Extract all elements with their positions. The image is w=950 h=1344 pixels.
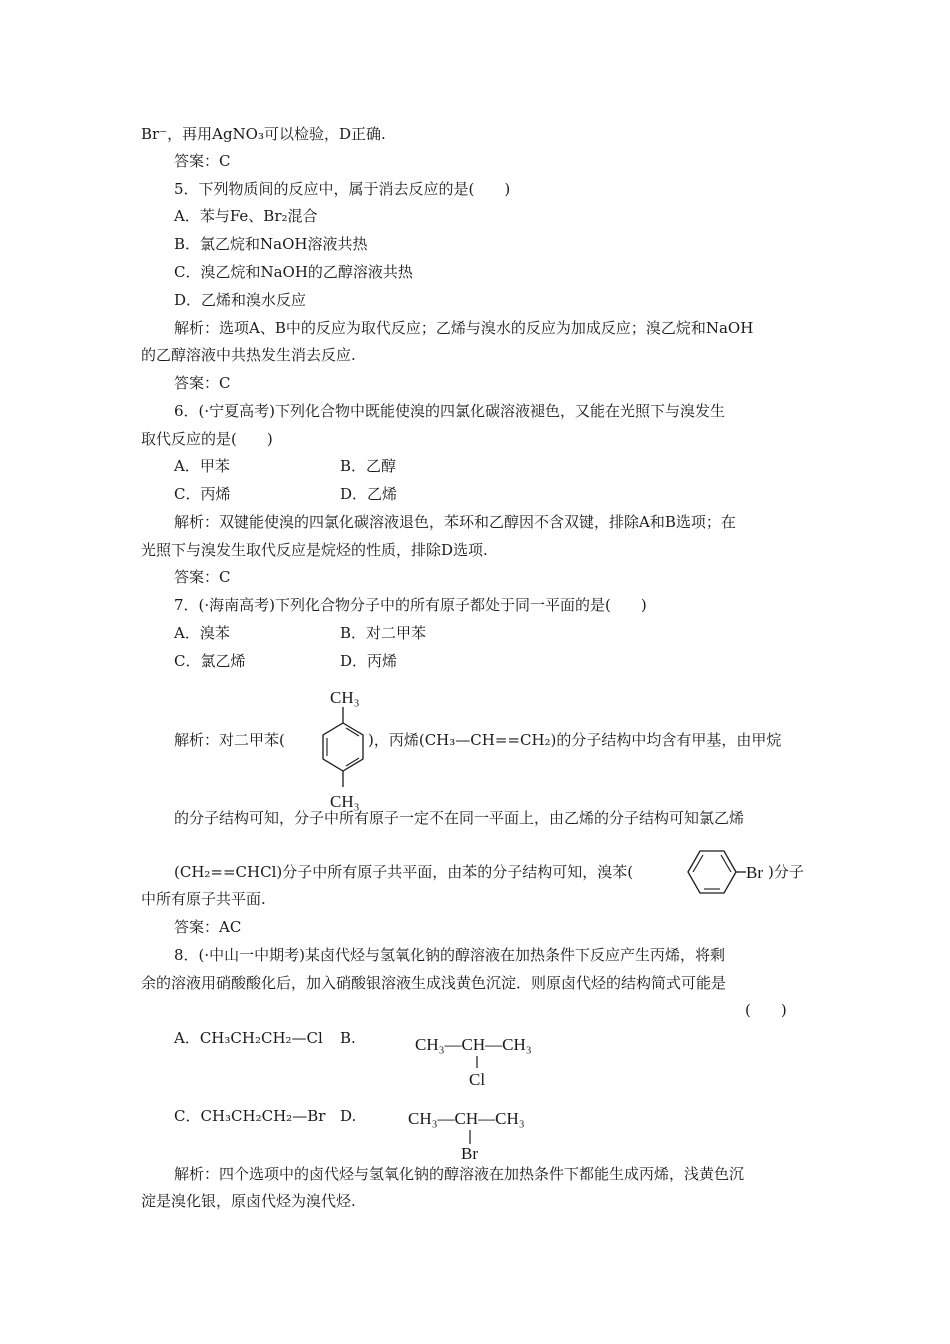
option-b-chain: CH₃—CH—CH₃ — [415, 1035, 532, 1054]
question-6-option-b: B．乙醇 — [340, 457, 397, 475]
question-5-explanation-line-1: 解析：选项A、B中的反应为取代反应；乙烯与溴水的反应为加成反应；溴乙烷和NaOH — [174, 319, 754, 337]
question-7-option-b: B．对二甲苯 — [340, 624, 427, 642]
question-8-stem-line-2: 余的溶液用硝酸酸化后，加入硝酸银溶液生成浅黄色沉淀．则原卤代烃的结构简式可能是 — [141, 974, 727, 992]
question-8-explanation-line-1: 解析：四个选项中的卤代烃与氢氧化钠的醇溶液在加热条件下都能生成丙烯，浅黄色沉 — [174, 1165, 745, 1183]
question-7-explanation-line-3b: )分子 — [768, 863, 804, 881]
option-b-structure — [412, 1028, 562, 1090]
question-8-option-d-label: D. — [340, 1107, 357, 1125]
question-5-option-a: A．苯与Fe、Br₂混合 — [174, 207, 318, 225]
question-7-option-d: D．丙烯 — [340, 652, 398, 670]
question-7-explanation-line-2: 的分子结构可知，分子中所有原子一定不在同一平面上，由乙烯的分子结构可知氯乙烯 — [174, 809, 745, 827]
question-6-explanation-line-1: 解析：双键能使溴的四氯化碳溶液退色，苯环和乙醇因不含双键，排除A和B选项；在 — [174, 513, 736, 531]
text-line: Br⁻，再用AgNO₃可以检验，D正确. — [141, 125, 386, 143]
option-b-chlorine: Cl — [469, 1070, 486, 1089]
option-d-chain: CH₃—CH—CH₃ — [408, 1109, 525, 1128]
question-8-option-a: A．CH₃CH₂CH₂—Cl — [174, 1029, 323, 1047]
question-8-explanation-line-2: 淀是溴化银，原卤代烃为溴代烃. — [141, 1192, 356, 1210]
question-7-explanation-line-4: 中所有原子共平面. — [141, 890, 266, 908]
question-7-explanation-line-3a: (CH₂==CHCl)分子中所有原子共平面，由苯的分子结构可知，溴苯( — [174, 863, 634, 881]
question-7-explanation-line-1b: )，丙烯(CH₃—CH==CH₂)的分子结构中均含有甲基，由甲烷 — [368, 731, 782, 749]
question-6-stem-line-1: 6．(·宁夏高考)下列化合物中既能使溴的四氯化碳溶液褪色，又能在光照下与溴发生 — [174, 402, 726, 420]
option-d-bromine: Br — [461, 1144, 478, 1163]
question-5-option-d: D．乙烯和溴水反应 — [174, 291, 307, 309]
question-7-option-a: A．溴苯 — [174, 624, 230, 642]
question-6-option-d: D．乙烯 — [340, 485, 398, 503]
question-8-stem-line-1: 8．(·中山一中期考)某卤代烃与氢氧化钠的醇溶液在加热条件下反应产生丙烯，将剩 — [174, 946, 726, 964]
question-7-answer: 答案：AC — [174, 918, 242, 936]
question-6-answer: 答案：C — [174, 568, 231, 586]
question-6-stem-line-2: 取代反应的是( ) — [141, 430, 273, 448]
question-8-answer-bracket: ( ) — [745, 1001, 787, 1019]
question-8-option-c: C．CH₃CH₂CH₂—Br — [174, 1107, 326, 1125]
bromobenzene-structure — [680, 843, 775, 901]
bromobenzene-bromine: Br — [746, 863, 763, 882]
question-6-option-c: C．丙烯 — [174, 485, 231, 503]
question-5-explanation-line-2: 的乙醇溶液中共热发生消去反应. — [141, 346, 356, 364]
question-5-stem: 5．下列物质间的反应中，属于消去反应的是( ) — [174, 180, 511, 198]
answer-line: 答案：C — [174, 152, 231, 170]
question-6-explanation-line-2: 光照下与溴发生取代反应是烷烃的性质，排除D选项. — [141, 541, 488, 559]
xylene-top-methyl: CH₃ — [330, 688, 360, 707]
xylene-bottom-methyl: CH₃ — [330, 792, 360, 811]
option-d-structure — [405, 1102, 555, 1164]
question-6-option-a: A．甲苯 — [174, 457, 230, 475]
question-5-option-b: B．氯乙烷和NaOH溶液共热 — [174, 235, 368, 253]
question-7-option-c: C．氯乙烯 — [174, 652, 246, 670]
question-5-option-c: C．溴乙烷和NaOH的乙醇溶液共热 — [174, 263, 413, 281]
question-8-option-b-label: B. — [340, 1029, 356, 1047]
question-7-explanation-line-1a: 解析：对二甲苯( — [174, 731, 285, 749]
question-7-stem: 7．(·海南高考)下列化合物分子中的所有原子都处于同一平面的是( ) — [174, 596, 647, 614]
question-5-answer: 答案：C — [174, 374, 231, 392]
